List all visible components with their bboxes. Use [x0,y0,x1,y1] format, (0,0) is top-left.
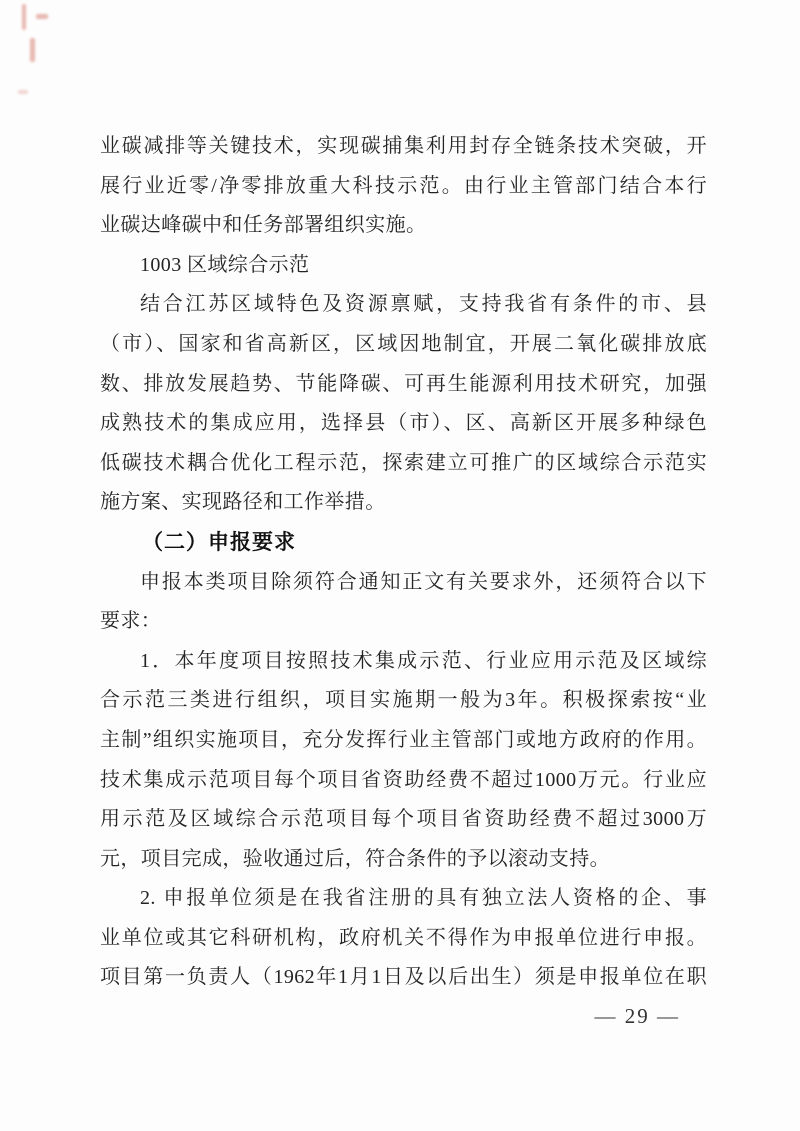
red-mark-icon [30,38,35,62]
text-line-2: 展行业近零/净零排放重大科技示范。由行业主管部门结合本行 [100,174,707,197]
text-line-13: 要求： [100,610,162,633]
text-line-6: （市）、国家和省高新区，区域因地制宜，开展二氧化碳排放底 [100,332,707,355]
text-line-9: 低碳技术耦合优化工程示范，探索建立可推广的区域综合示范实 [100,451,707,474]
text-line-16: 主制”组织实施项目，充分发挥行业主管部门或地方政府的作用。 [100,728,707,751]
text-line-12: 申报本类项目除须符合通知正文有关要求外，还须符合以下 [140,570,707,593]
text-line-17: 技术集成示范项目每个项目省资助经费不超过1000万元。行业应 [100,768,707,791]
page-number: — 29 — [594,1004,680,1028]
red-stamp-artifact [0,0,120,120]
red-mark-icon [22,4,26,30]
text-line-19: 元，项目完成，验收通过后，符合条件的予以滚动支持。 [100,847,610,870]
text-line-22: 项目第一负责人（1962年1月1日及以后出生）须是申报单位在职 [100,966,707,989]
text-line-11: （二）申报要求 [142,530,296,554]
text-line-5: 结合江苏区域特色及资源禀赋，支持我省有条件的市、县 [140,293,707,316]
text-line-14: 1．本年度项目按照技术集成示范、行业应用示范及区域综 [140,649,707,672]
text-line-3: 业碳达峰碳中和任务部署组织实施。 [100,214,427,237]
text-line-18: 用示范及区域综合示范项目每个项目省资助经费不超过3000万 [100,808,707,831]
text-line-7: 数、排放发展趋势、节能降碳、可再生能源利用技术研究，加强 [100,372,707,395]
red-mark-icon [36,14,48,19]
document-body [100,127,707,998]
text-line-4: 1003 区域综合示范 [140,253,310,276]
red-mark-icon [18,90,28,94]
text-line-1: 业碳减排等关键技术，实现碳捕集利用封存全链条技术突破，开 [100,135,707,157]
text-line-8: 成熟技术的集成应用，选择县（市）、区、高新区开展多种绿色 [100,412,707,435]
text-line-20: 2. 申报单位须是在我省注册的具有独立法人资格的企、事 [140,887,707,910]
text-line-21: 业单位或其它科研机构，政府机关不得作为申报单位进行申报。 [100,926,707,949]
text-line-10: 施方案、实现路径和工作举措。 [100,491,386,514]
text-line-15: 合示范三类进行组织，项目实施期一般为3年。积极探索按“业 [100,689,707,712]
